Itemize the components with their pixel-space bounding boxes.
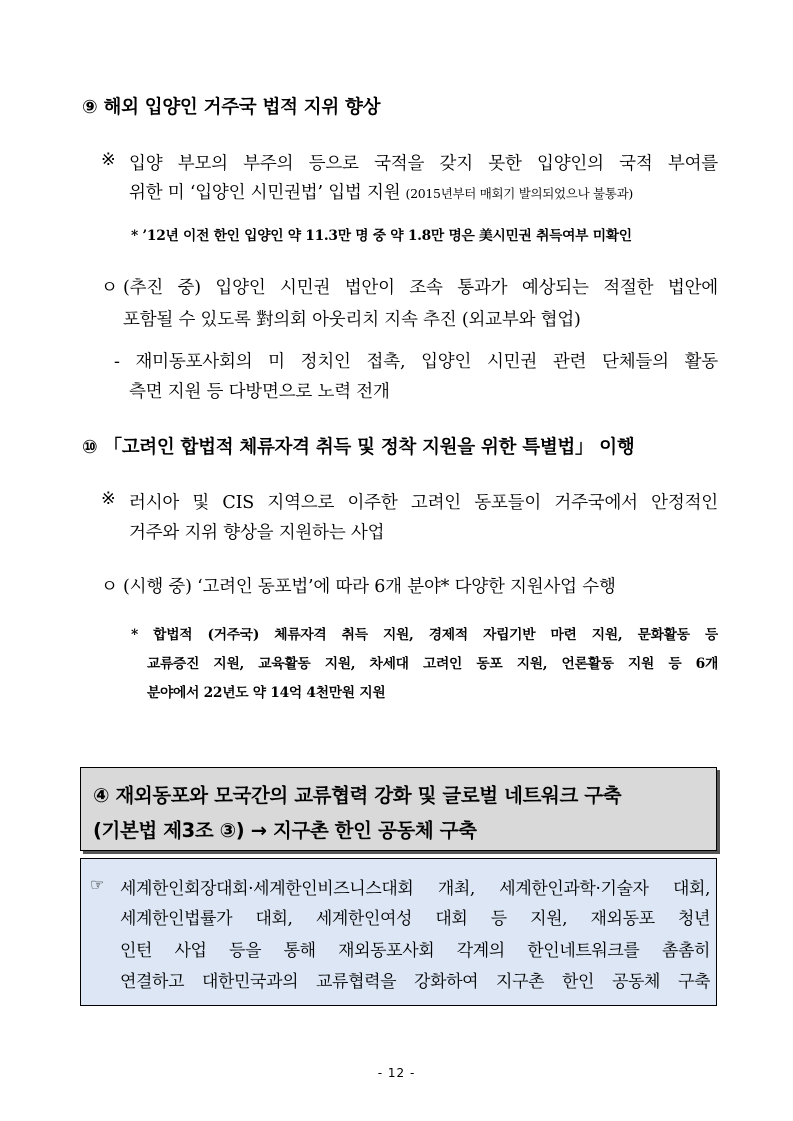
section-10-footnote-line-1: * 합법적 (거주국) 체류자격 취득 지원, 경제적 자립기반 마련 지원, 문화활동 등: [131, 627, 718, 643]
section-4-title-line-1: ④ 재외동포와 모국간의 교류협력 강화 및 글로벌 네트워크 구축: [93, 784, 622, 807]
pointing-hand-icon: ☞: [90, 875, 105, 894]
section-9-bullet-line-2: 포함될 수 있도록 對의회 아웃리치 지속 추진 (외교부와 협업): [123, 310, 581, 330]
section-9-footnote: * ’12년 이전 한인 입양인 약 11.3만 명 중 약 1.8만 명은 美시민권 취득여부 미확인: [131, 228, 632, 244]
summary-box: [80, 858, 717, 1006]
section-9-note-line-1: 입양 부모의 부주의 등으로 국적을 갖지 못한 입양인의 국적 부여를: [129, 154, 718, 174]
section-4-title-line-2: (기본법 제3조 ③) → 지구촌 한인 공동체 구축: [93, 819, 477, 842]
section-10-note-mark: ※: [101, 489, 116, 509]
section-10-heading: ⑩ 「고려인 합법적 체류자격 취득 및 정착 지원을 위한 특별법」 이행: [82, 437, 635, 458]
summary-line-4: 연결하고 대한민국과의 교류협력을 강화하여 지구촌 한인 공동체 구축: [120, 972, 710, 992]
section-9-bullet-mark: ㅇ: [101, 278, 118, 298]
section-9-dash-line-2: 측면 지원 등 다방면으로 노력 전개: [129, 382, 390, 402]
section-9-bullet-line-1: (추진 중) 입양인 시민권 법안이 조속 통과가 예상되는 적절한 법안에: [123, 278, 718, 298]
section-9-note-line-2: [129, 179, 633, 204]
summary-line-1: 세계한인회장대회·세계한인비즈니스대회 개최, 세계한인과학·기술자 대회,: [120, 879, 710, 899]
section-10-note-line-1: 러시아 및 CIS 지역으로 이주한 고려인 동포들이 거주국에서 안정적인: [129, 493, 718, 513]
section-10-note-line-2: 거주와 지위 향상을 지원하는 사업: [129, 523, 385, 543]
section-10-footnote-line-2: 교류증진 지원, 교육활동 지원, 차세대 고려인 동포 지원, 언론활동 지원 등 6개: [147, 656, 718, 672]
section-9-dash-line-1: - 재미동포사회의 미 정치인 접촉, 입양인 시민권 관련 단체들의 활동: [114, 352, 718, 372]
section-9-heading: ⑨ 해외 입양인 거주국 법적 지위 향상: [82, 97, 381, 118]
summary-line-2: 세계한인법률가 대회, 세계한인여성 대회 등 지원, 재외동포 청년: [120, 909, 710, 929]
section-10-bullet-mark: ㅇ: [101, 577, 118, 597]
section-9-note-line-2-main: 위한 미 ‘입양인 시민권법’ 입법 지원: [129, 183, 401, 203]
section-9-note-line-2-small: (2015년부터 매회기 발의되었으나 불통과): [405, 186, 633, 201]
section-9-note-mark: ※: [101, 150, 116, 170]
page-number: - 12 -: [377, 1066, 416, 1080]
section-10-bullet-line-1: (시행 중) ‘고려인 동포법’에 따라 6개 분야* 다양한 지원사업 수행: [123, 577, 616, 597]
summary-line-3: 인턴 사업 등을 통해 재외동포사회 각계의 한인네트워크를 촘촘히: [120, 941, 710, 961]
section-4-title-box: [80, 767, 717, 851]
section-10-footnote-line-3: 분야에서 22년도 약 14억 4천만원 지원: [147, 685, 386, 701]
